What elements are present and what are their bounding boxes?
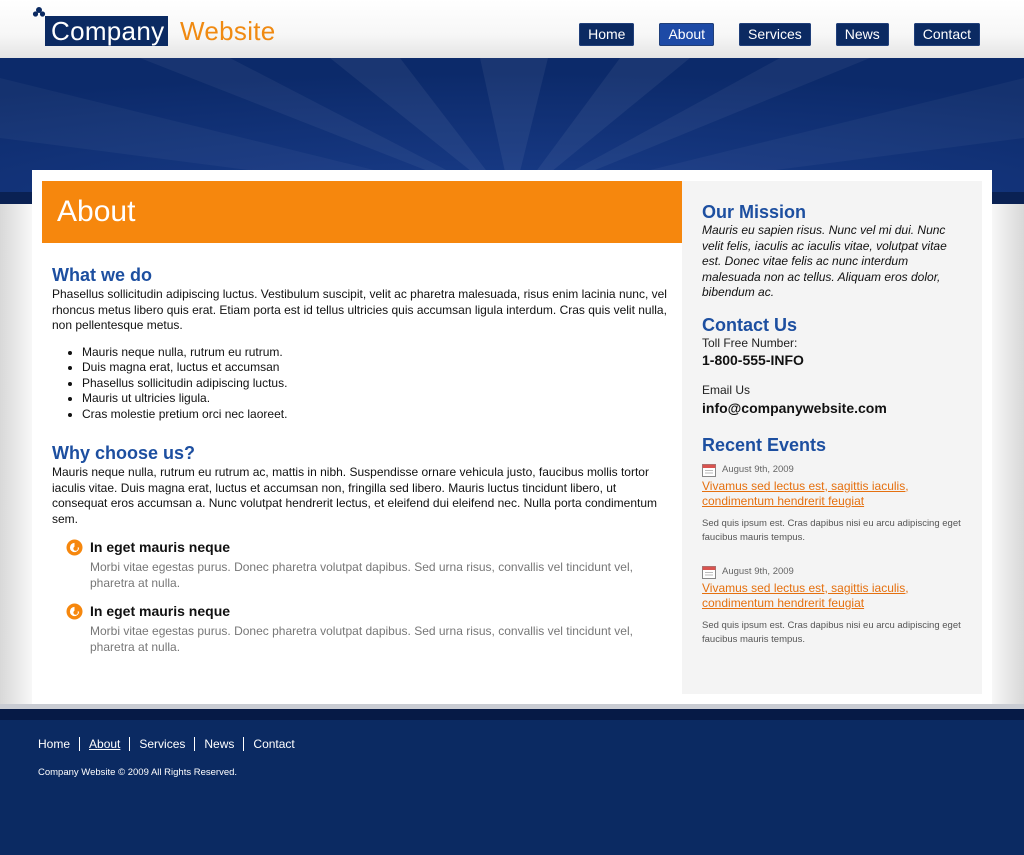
event-link[interactable]: Vivamus sed lectus est, sagittis iaculis, condimentum hendrerit feugiat <box>702 580 909 610</box>
list-item: • Mauris neque nulla, rutrum eu rutrum. <box>82 345 672 361</box>
event-text: Sed quis ipsum est. Cras dapibus nisi eu arcu adipiscing eget faucibus mauris tempus. <box>702 619 961 645</box>
flower-mark-icon <box>32 6 46 20</box>
footer-link-home[interactable]: Home <box>38 737 71 751</box>
sidebar <box>682 181 982 694</box>
event-date-row <box>702 462 962 478</box>
events-heading: Recent Events <box>702 434 827 455</box>
event-date-row <box>702 564 962 580</box>
nav-news[interactable]: News <box>836 23 889 46</box>
list-item: • Cras molestie pretium orci nec laoreet. <box>82 407 672 423</box>
list-item: • Phasellus sollicitudin adipiscing luctus. <box>82 376 672 392</box>
why-choose-us-heading: Why choose us? <box>52 443 196 463</box>
footer <box>0 720 1024 855</box>
nav-about[interactable]: About <box>659 23 714 46</box>
feature-title: In eget mauris neque <box>90 539 231 555</box>
nav-services[interactable]: Services <box>739 23 811 46</box>
feature-item <box>52 603 672 655</box>
why-choose-us-text: Mauris neque nulla, rutrum eu rutrum ac, mattis in nibh. Suspendisse ornare vehicula justo, faucibus mollis tortor iaculis vitae. Duis magna erat, luctus et accumsan non, fringilla sed libero. Mauris luctus tincidunt libero, ut consequat eros accumsan a. Nunc volutpat hendrerit lectus, et eleifend dui eleifend nec. Nulla porta condimentum sem. <box>52 465 658 526</box>
page-title-bar <box>42 181 682 243</box>
email-address[interactable]: info@companywebsite.com <box>702 399 887 416</box>
mission-heading: Our Mission <box>702 202 807 222</box>
services-list <box>82 345 672 423</box>
list-item: • Mauris ut ultricies ligula. <box>82 391 672 407</box>
event-text: Sed quis ipsum est. Cras dapibus nisi eu arcu adipiscing eget faucibus mauris tempus. <box>702 517 961 543</box>
event-item <box>702 462 962 545</box>
main-nav <box>554 23 980 46</box>
phone-label: Toll Free Number: <box>702 335 798 350</box>
nav-home[interactable]: Home <box>579 23 634 46</box>
mission-text: Mauris eu sapien risus. Nunc vel mi dui. Nunc velit felis, iaculis ac iaculis vitae, volutpat vitae est. Donec vitae felis ac nunc interdum malesuada non ac tellus. Aliquam eros dolor, bibendum ac. <box>702 223 947 299</box>
contact-heading: Contact Us <box>702 314 798 335</box>
orange-swirl-icon <box>66 539 83 556</box>
main-content <box>52 264 672 655</box>
content-panel <box>32 170 992 705</box>
footer-nav <box>38 737 304 751</box>
what-we-do-heading: What we do <box>52 265 152 285</box>
list-item: • Duis magna erat, luctus et accumsan <box>82 360 672 376</box>
email-label: Email Us <box>702 383 751 397</box>
what-we-do-text: Phasellus sollicitudin adipiscing luctus. Vestibulum suscipit, velit ac pharetra malesuada, risus enim lacinia nunc, vel rhoncus metus libero quis erat. Etiam porta est id tellus ultricies quis accumsan ligula interdum. Cras quis velit nulla, non pellentesque metus. <box>52 287 667 332</box>
event-date: August 9th, 2009 <box>722 565 794 577</box>
event-item <box>702 564 962 647</box>
nav-contact[interactable]: Contact <box>914 23 980 46</box>
feature-item <box>52 539 672 591</box>
header-bar <box>0 0 1024 58</box>
footer-link-news[interactable]: News <box>194 737 243 751</box>
footer-link-services[interactable]: Services <box>129 737 194 751</box>
footer-link-about[interactable]: About <box>79 737 129 751</box>
footer-divider-dark <box>0 709 1024 720</box>
calendar-icon <box>702 565 716 579</box>
phone-number: 1-800-555-INFO <box>702 352 804 368</box>
logo-text-website: Website <box>180 16 276 46</box>
feature-text: Morbi vitae egestas purus. Donec pharetra volutpat dapibus. Sed urna risus, convallis vel tincidunt vel, pharetra at nulla. <box>90 560 633 590</box>
feature-title: In eget mauris neque <box>90 603 231 619</box>
feature-text: Morbi vitae egestas purus. Donec pharetra volutpat dapibus. Sed urna risus, convallis vel tincidunt vel, pharetra at nulla. <box>90 624 633 654</box>
event-date: August 9th, 2009 <box>722 463 794 475</box>
page-title: About <box>57 195 136 228</box>
orange-swirl-icon <box>66 603 83 620</box>
logo-text-company: Company <box>45 16 168 46</box>
footer-link-contact[interactable]: Contact <box>243 737 303 751</box>
copyright-text: Company Website © 2009 All Rights Reserved. <box>38 767 238 778</box>
calendar-icon <box>702 463 716 477</box>
event-link[interactable]: Vivamus sed lectus est, sagittis iaculis, condimentum hendrerit feugiat <box>702 478 909 508</box>
